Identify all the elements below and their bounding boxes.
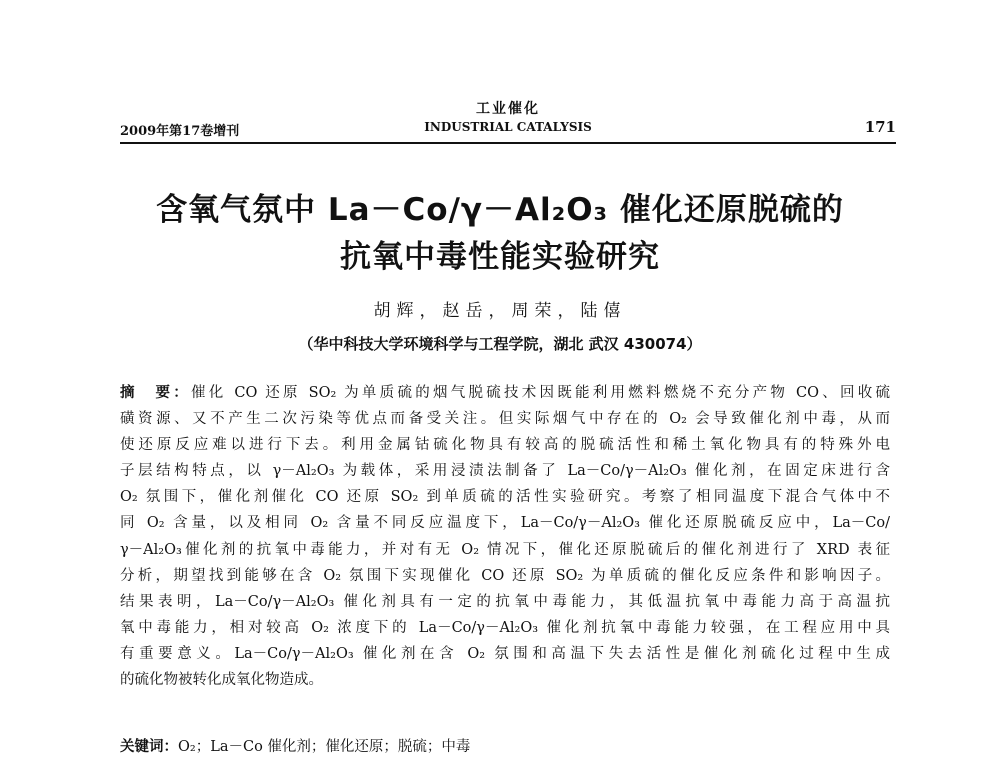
journal-name-cn: 工业催化 [476, 101, 540, 117]
journal-name [120, 98, 896, 134]
paper-title-line-2: 抗氧中毒性能实验研究 [340, 239, 660, 275]
abstract-line: 氧中毒能力，相对较高 O₂ 浓度下的 La－Co/γ－Al₂O₃ 催化剂抗氧中毒能力较强，在工程应用中具 [120, 619, 890, 636]
page-number: 171 [864, 118, 896, 136]
abstract-line: 子层结构特点，以 γ－Al₂O₃ 为载体，采用浸渍法制备了 La－Co/γ－Al₂O₃ 催化剂，在固定床进行含 [120, 463, 890, 480]
abstract [120, 380, 890, 693]
abstract-line-text: 催化 CO 还原 SO₂ 为单质硫的烟气脱硫技术因既能利用燃料燃烧不充分产物 CO、回收硫 [191, 385, 890, 401]
abstract-line: 结果表明，La－Co/γ－Al₂O₃ 催化剂具有一定的抗氧中毒能力，其低温抗氧中毒能力高于高温抗 [120, 593, 890, 610]
abstract-line: 磺资源、又不产生二次污染等优点而备受关注。但实际烟气中存在的 O₂ 会导致催化剂中毒，从而 [120, 411, 890, 428]
running-header [120, 96, 896, 144]
abstract-line: 的硫化物被转化成氧化物造成。 [120, 672, 323, 689]
abstract-line: 同 O₂ 含量，以及相同 O₂ 含量不同反应温度下，La－Co/γ－Al₂O₃ 催化还原脱硫反应中，La－Co/ [120, 515, 890, 532]
issue-label: 2009年第17卷增刊 [120, 124, 240, 139]
journal-name-en: INDUSTRIAL CATALYSIS [424, 120, 592, 134]
abstract-line: 分析，期望找到能够在含 O₂ 氛围下实现催化 CO 还原 SO₂ 为单质硫的催化反应条件和影响因子。 [120, 567, 890, 584]
abstract-line: 使还原反应难以进行下去。利用金属钴硫化物具有较高的脱硫活性和稀土氧化物具有的特殊外电 [120, 437, 890, 454]
paper-title-line-1: 含氧气氛中 La－Co/γ－Al₂O₃ 催化还原脱硫的 [156, 192, 844, 228]
abstract-line [120, 380, 890, 406]
affiliation: （华中科技大学环境科学与工程学院，湖北 武汉 430074） [298, 335, 702, 353]
abstract-line: O₂ 氛围下，催化剂催化 CO 还原 SO₂ 到单质硫的活性实验研究。考察了相同温度下混合气体中不 [120, 489, 890, 506]
keywords-text: O₂；La－Co 催化剂；催化还原；脱硫；中毒 [178, 739, 471, 755]
author-list: 胡辉，赵岳，周荣，陆僖 [373, 301, 627, 321]
abstract-line: 有重要意义。La－Co/γ－Al₂O₃ 催化剂在含 O₂ 氛围和高温下失去活性是催化剂硫化过程中生成 [120, 645, 890, 662]
abstract-line: γ－Al₂O₃催化剂的抗氧中毒能力，并对有无 O₂ 情况下，催化还原脱硫后的催化剂进行了 XRD 表征 [120, 541, 890, 558]
abstract-label: 摘 要： [120, 385, 192, 401]
keywords-label: 关键词： [120, 739, 178, 755]
keywords [120, 737, 470, 757]
